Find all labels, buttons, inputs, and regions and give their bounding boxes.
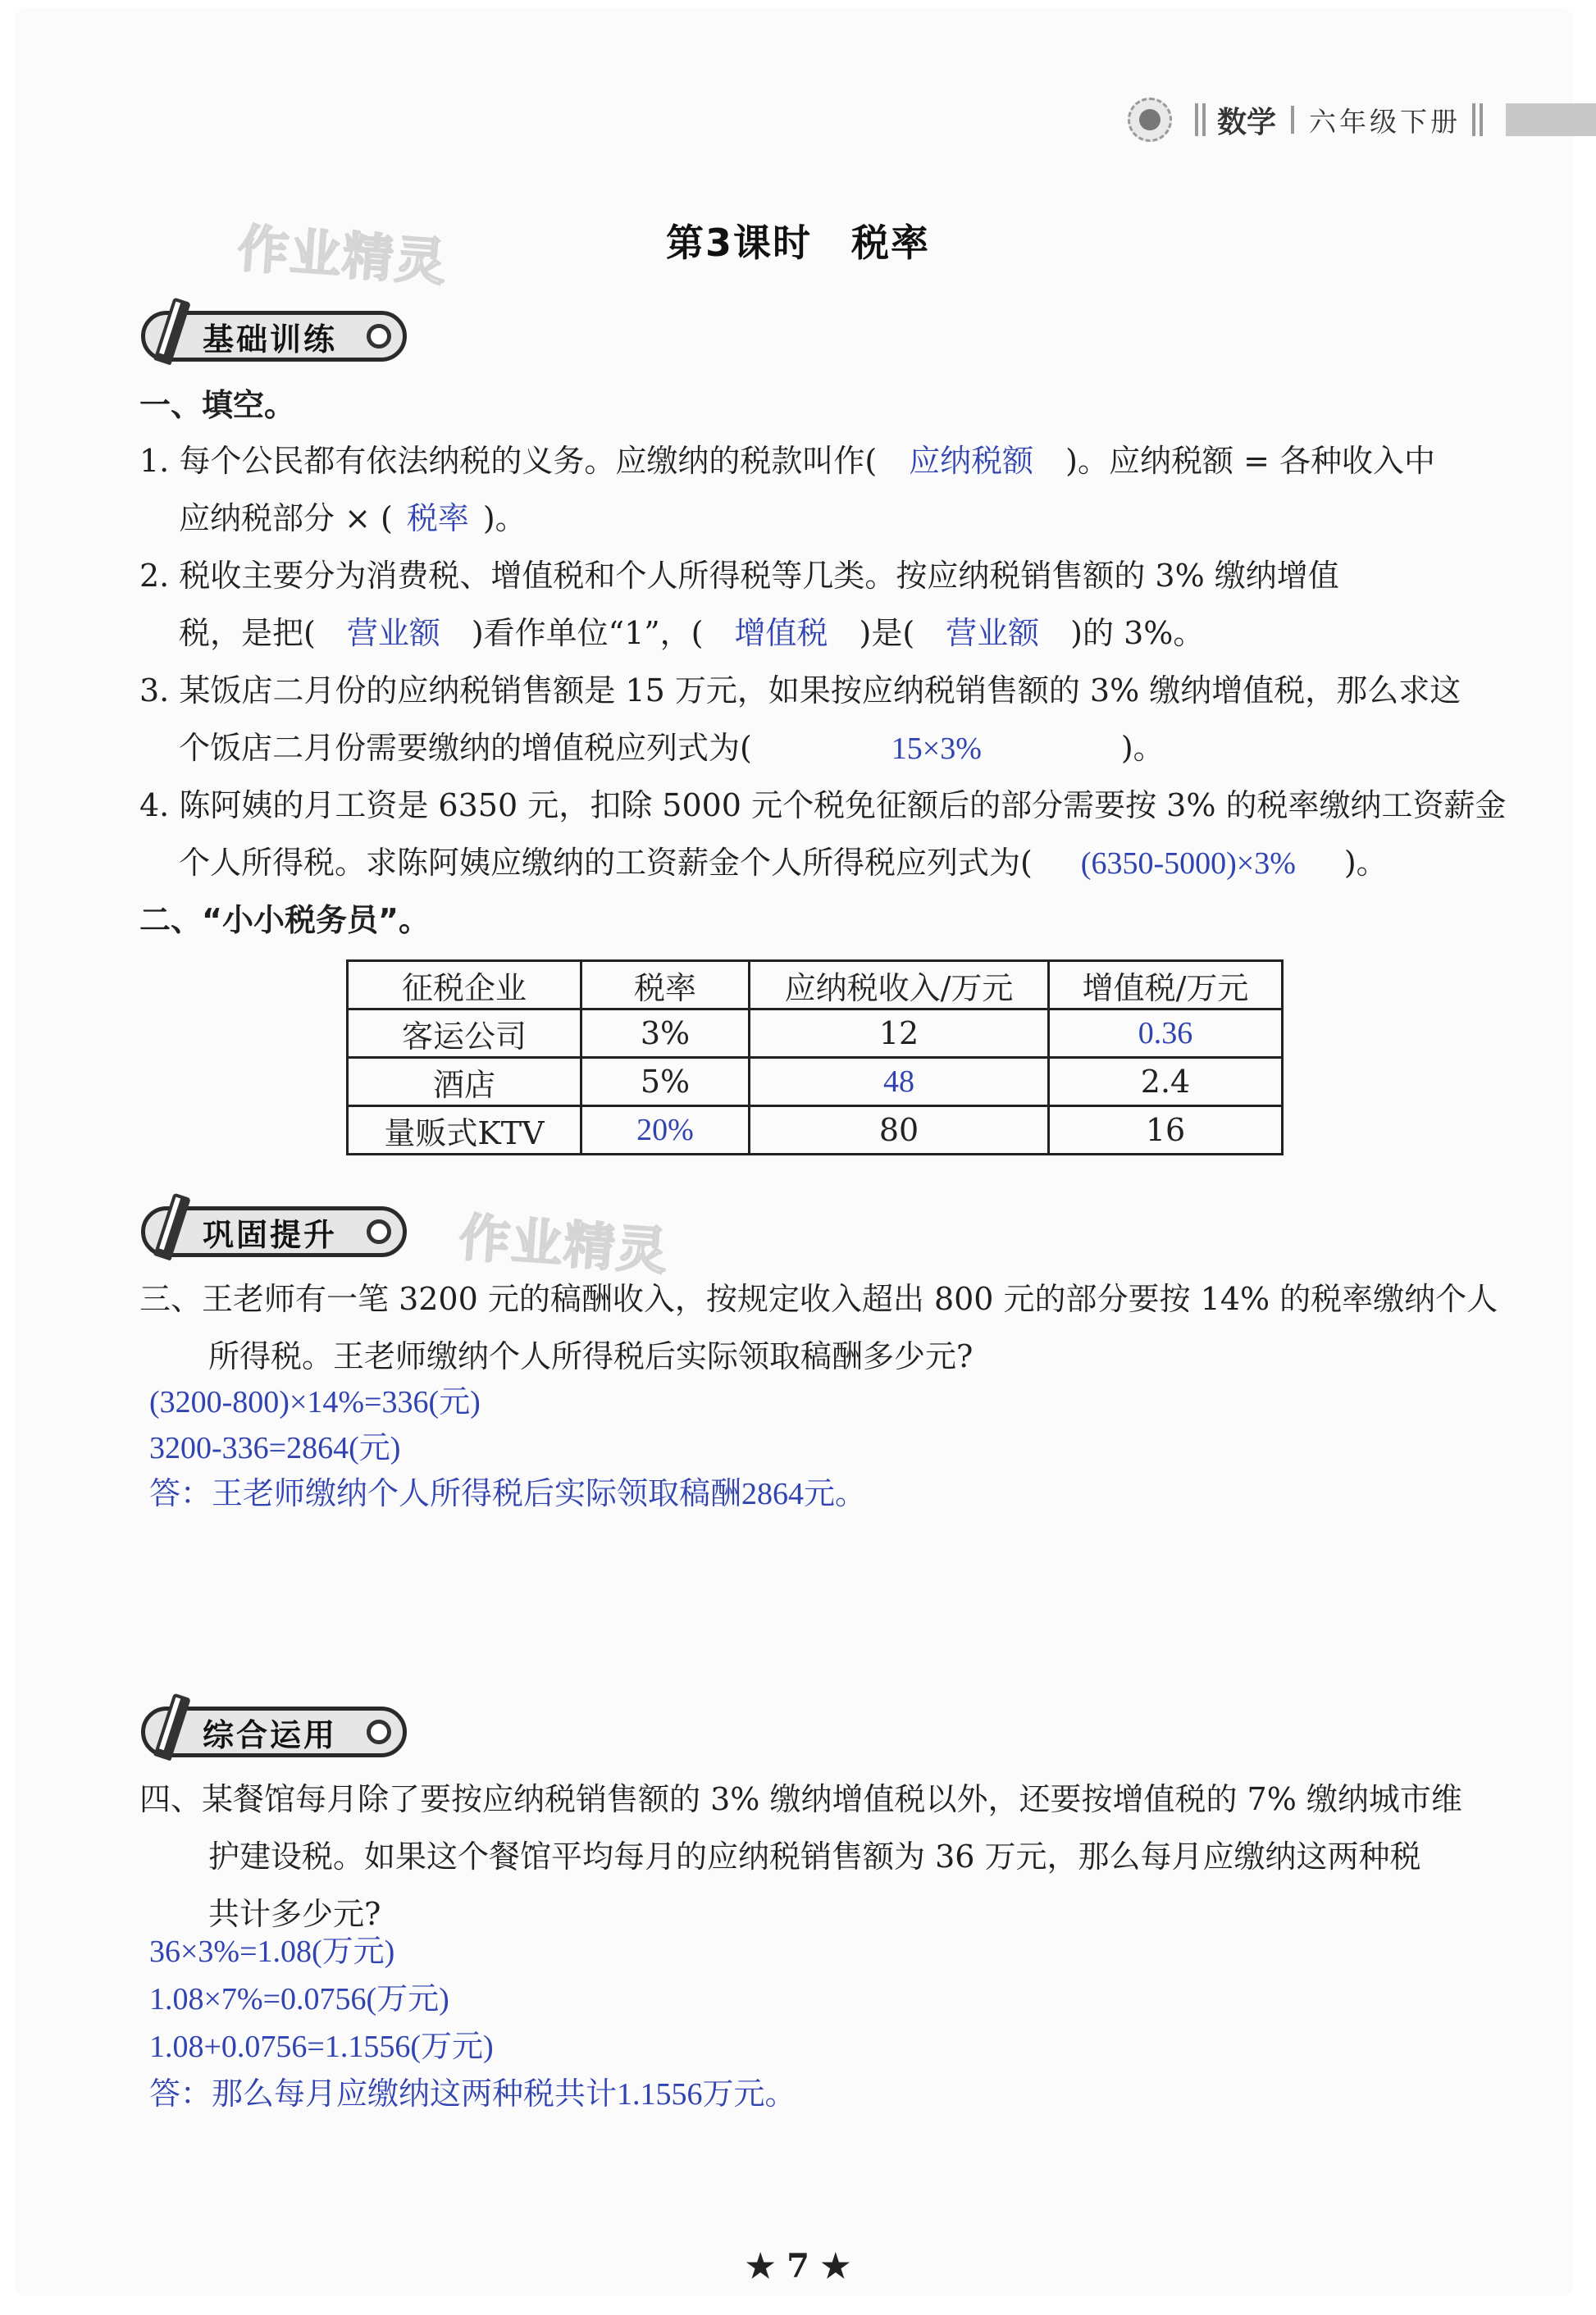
q3-step1: (3200-800)×14%=336(元): [149, 1385, 481, 1420]
subject-label: 数学: [1216, 105, 1276, 139]
section-title: 综合运用: [203, 1716, 338, 1753]
q4-step1: 36×3%=1.08(万元): [149, 1934, 395, 1969]
q4-answer: 答：那么每月应缴纳这两种税共计1.1556万元。: [149, 2077, 796, 2112]
table-header-row: [348, 961, 1283, 1009]
table-cell: 3%: [581, 1009, 750, 1058]
table-cell: 2.4: [1049, 1058, 1283, 1106]
q3-problem-line1: 三、王老师有一笔 3200 元的稿酬收入，按规定收入超出 800 元的部分要按 14% 的税率缴纳个人: [139, 1281, 1498, 1317]
q3-line2: 个饭店二月份需要缴纳的增值税应列式为( 15×3% )。: [179, 728, 1165, 768]
table-cell: 12: [750, 1009, 1049, 1058]
q3-problem-line2: 所得税。王老师缴纳个人所得税后实际领取稿酬多少元?: [208, 1338, 974, 1374]
q4-problem-line3: 共计多少元?: [208, 1896, 381, 1932]
pencil-icon: [153, 1193, 191, 1261]
pencil-icon: [153, 1693, 191, 1761]
q2-line2: 税，是把( 营业额 )看作单位“1”，( 增值税 )是( 营业额 )的 3%。: [179, 613, 1204, 654]
answer: 营业额: [946, 617, 1040, 651]
q4-problem-line1: 四、某餐馆每月除了要按应纳税销售额的 3% 缴纳增值税以外，还要按增值税的 7% 缴纳城市维: [139, 1781, 1462, 1817]
table-answer-cell: 20%: [581, 1106, 750, 1155]
table-header: 增值税/万元: [1049, 961, 1283, 1009]
answer: 增值税: [734, 617, 828, 651]
table-cell: 客运公司: [348, 1009, 581, 1058]
q4-line2: 个人所得税。求陈阿姨应缴纳的工资薪金个人所得税应列式为( (6350-5000)×3% )。: [179, 843, 1388, 883]
part2-heading: 二、“小小税务员”。: [139, 902, 430, 938]
section-badge-apply: [141, 1701, 407, 1763]
answer: 应纳税额: [909, 444, 1034, 479]
q4-line1: 4. 陈阿姨的月工资是 6350 元，扣除 5000 元个税免征额后的部分需要按 3% 的税率缴纳工资薪金: [139, 787, 1507, 823]
header-separator: [1291, 106, 1294, 134]
q1-line1: 1. 每个公民都有依法纳税的义务。应缴纳的税款叫作( 应纳税额 )。应纳税额 = 各种收入中: [139, 441, 1435, 481]
header-tail-bar: [1506, 103, 1596, 136]
pencil-icon: [153, 298, 191, 366]
q4-step2: 1.08×7%=0.0756(万元): [149, 1982, 449, 2017]
q4-step3: 1.08+0.0756=1.1556(万元): [149, 2030, 494, 2064]
table-answer-cell: 0.36: [1049, 1009, 1283, 1058]
table-cell: 16: [1049, 1106, 1283, 1155]
section-title: 巩固提升: [203, 1216, 338, 1253]
ring-icon: [367, 324, 391, 349]
answer: 营业额: [346, 617, 440, 651]
table-row: [348, 1058, 1283, 1106]
tax-table: [346, 959, 1284, 1155]
section-badge-basic: [141, 305, 407, 367]
table-header: 应纳税收入/万元: [750, 961, 1049, 1009]
q3-step2: 3200-336=2864(元): [149, 1431, 401, 1465]
watermark: 作业精灵: [235, 218, 449, 293]
table-cell: 80: [750, 1106, 1049, 1155]
sun-icon: [1128, 98, 1172, 142]
ring-icon: [367, 1219, 391, 1244]
q2-line1: 2. 税收主要分为消费税、增值税和个人所得税等几类。按应纳税销售额的 3% 缴纳增值: [139, 558, 1339, 594]
watermark-2: 作业精灵: [457, 1207, 671, 1282]
table-header: 税率: [581, 961, 750, 1009]
section-badge-consolidate: [141, 1201, 407, 1263]
page-number: ★ 7 ★: [746, 2247, 850, 2285]
table-row: [348, 1009, 1283, 1058]
divider-bars-right: [1472, 103, 1483, 136]
ring-icon: [367, 1720, 391, 1744]
part1-heading: 一、填空。: [139, 387, 296, 423]
answer: (6350-5000)×3%: [1080, 846, 1296, 881]
section-title: 基础训练: [203, 321, 338, 358]
grade-label: 六年级下册: [1309, 105, 1461, 138]
table-cell: 5%: [581, 1058, 750, 1106]
answer: 15×3%: [891, 731, 982, 766]
q3-line1: 3. 某饭店二月份的应纳税销售额是 15 万元，如果按应纳税销售额的 3% 缴纳增值税，那么求这: [139, 672, 1461, 709]
answer: 税率: [406, 502, 469, 536]
q4-problem-line2: 护建设税。如果这个餐馆平均每月的应纳税销售额为 36 万元，那么每月应缴纳这两种税: [208, 1839, 1421, 1875]
table-answer-cell: 48: [750, 1058, 1049, 1106]
table-cell: 酒店: [348, 1058, 581, 1106]
table-cell: 量贩式KTV: [348, 1106, 581, 1155]
lesson-title: 第3课时 税率: [665, 221, 930, 265]
table-row: [348, 1106, 1283, 1155]
divider-bars: [1195, 103, 1206, 136]
page-header: [1128, 97, 1596, 143]
table-header: 征税企业: [348, 961, 581, 1009]
q3-answer: 答：王老师缴纳个人所得税后实际领取稿酬2864元。: [149, 1477, 867, 1511]
q1-line2: 应纳税部分 × ( 税率 )。: [179, 499, 527, 539]
